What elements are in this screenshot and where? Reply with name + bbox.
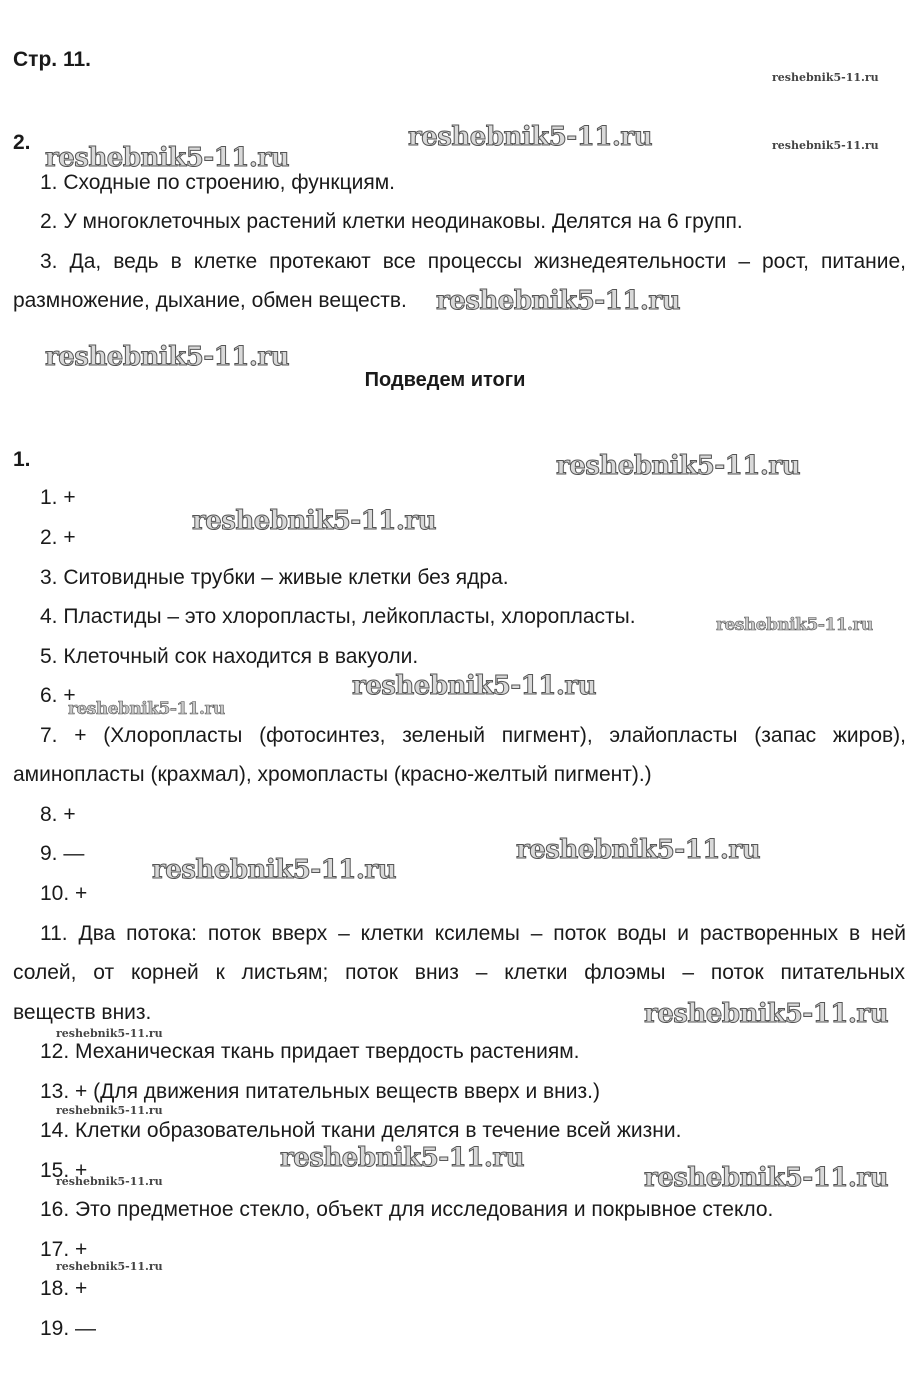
answer-line: 10. +: [40, 882, 88, 905]
answer-line: 9. —: [40, 842, 85, 865]
watermark: reshebnik5-11.ru: [772, 139, 879, 152]
answer-line: веществ вниз.: [13, 1001, 152, 1024]
watermark: reshebnik5-11.ru: [516, 835, 761, 865]
answer-line: аминопласты (крахмал), хромопласты (красно-желтый пигмент).): [13, 763, 652, 786]
answer-line: размножение, дыхание, обмен веществ.: [13, 289, 407, 312]
answer-line: 11. Два потока: поток вверх – клетки ксилемы – поток воды и растворенных в ней: [40, 922, 906, 945]
watermark: reshebnik5-11.ru: [280, 1143, 525, 1173]
answer-line: 19. —: [40, 1317, 97, 1340]
section-number: 1.: [13, 448, 31, 471]
watermark: reshebnik5-11.ru: [45, 143, 290, 173]
watermark: reshebnik5-11.ru: [644, 999, 889, 1029]
answer-line: 3. Ситовидные трубки – живые клетки без ядра.: [40, 566, 509, 589]
answer-line: 14. Клетки образовательной ткани делятся в течение всей жизни.: [40, 1119, 682, 1142]
answer-line: 1. +: [40, 486, 76, 509]
answer-line: 16. Это предметное стекло, объект для исследования и покрывное стекло.: [40, 1198, 774, 1221]
watermark: reshebnik5-11.ru: [45, 342, 290, 372]
page-number: Стр. 11.: [13, 48, 91, 71]
watermark: reshebnik5-11.ru: [152, 855, 397, 885]
section-number: 2.: [13, 131, 31, 154]
answer-line: 8. +: [40, 803, 76, 826]
answer-line: солей, от корней к листьям; поток вниз – клетки флоэмы – поток питательных: [13, 961, 905, 984]
answer-line: 4. Пластиды – это хлоропласты, лейкопласты, хлоропласты.: [40, 605, 636, 628]
watermark: reshebnik5-11.ru: [408, 122, 653, 152]
answer-line: 15. +: [40, 1159, 88, 1182]
watermark: reshebnik5-11.ru: [436, 286, 681, 316]
answer-line: 18. +: [40, 1277, 88, 1300]
answer-line: 12. Механическая ткань придает твердость растениям.: [40, 1040, 580, 1063]
watermark: reshebnik5-11.ru: [352, 671, 597, 701]
answer-line: 1. Сходные по строению, функциям.: [40, 171, 395, 194]
answer-line: 2. +: [40, 526, 76, 549]
answer-line: 17. +: [40, 1238, 88, 1261]
watermark: reshebnik5-11.ru: [56, 1260, 163, 1273]
watermark: reshebnik5-11.ru: [56, 1027, 163, 1040]
answer-line: 7. + (Хлоропласты (фотосинтез, зеленый пигмент), элайопласты (запас жиров),: [40, 724, 906, 747]
watermark: reshebnik5-11.ru: [644, 1163, 889, 1193]
watermark: reshebnik5-11.ru: [716, 615, 873, 635]
answer-line: 13. + (Для движения питательных веществ вверх и вниз.): [40, 1080, 600, 1103]
watermark: reshebnik5-11.ru: [556, 451, 801, 481]
watermark: reshebnik5-11.ru: [68, 699, 225, 719]
watermark: reshebnik5-11.ru: [192, 506, 437, 536]
watermark: reshebnik5-11.ru: [56, 1175, 163, 1188]
watermark: reshebnik5-11.ru: [772, 71, 879, 84]
answer-line: 5. Клеточный сок находится в вакуоли.: [40, 645, 419, 668]
answer-line: 3. Да, ведь в клетке протекают все процессы жизнедеятельности – рост, питание,: [40, 250, 906, 273]
answer-line: 6. +: [40, 684, 76, 707]
answer-line: 2. У многоклеточных растений клетки неодинаковы. Делятся на 6 групп.: [40, 210, 743, 233]
section-heading: Подведем итоги: [364, 369, 526, 391]
watermark: reshebnik5-11.ru: [56, 1104, 163, 1117]
